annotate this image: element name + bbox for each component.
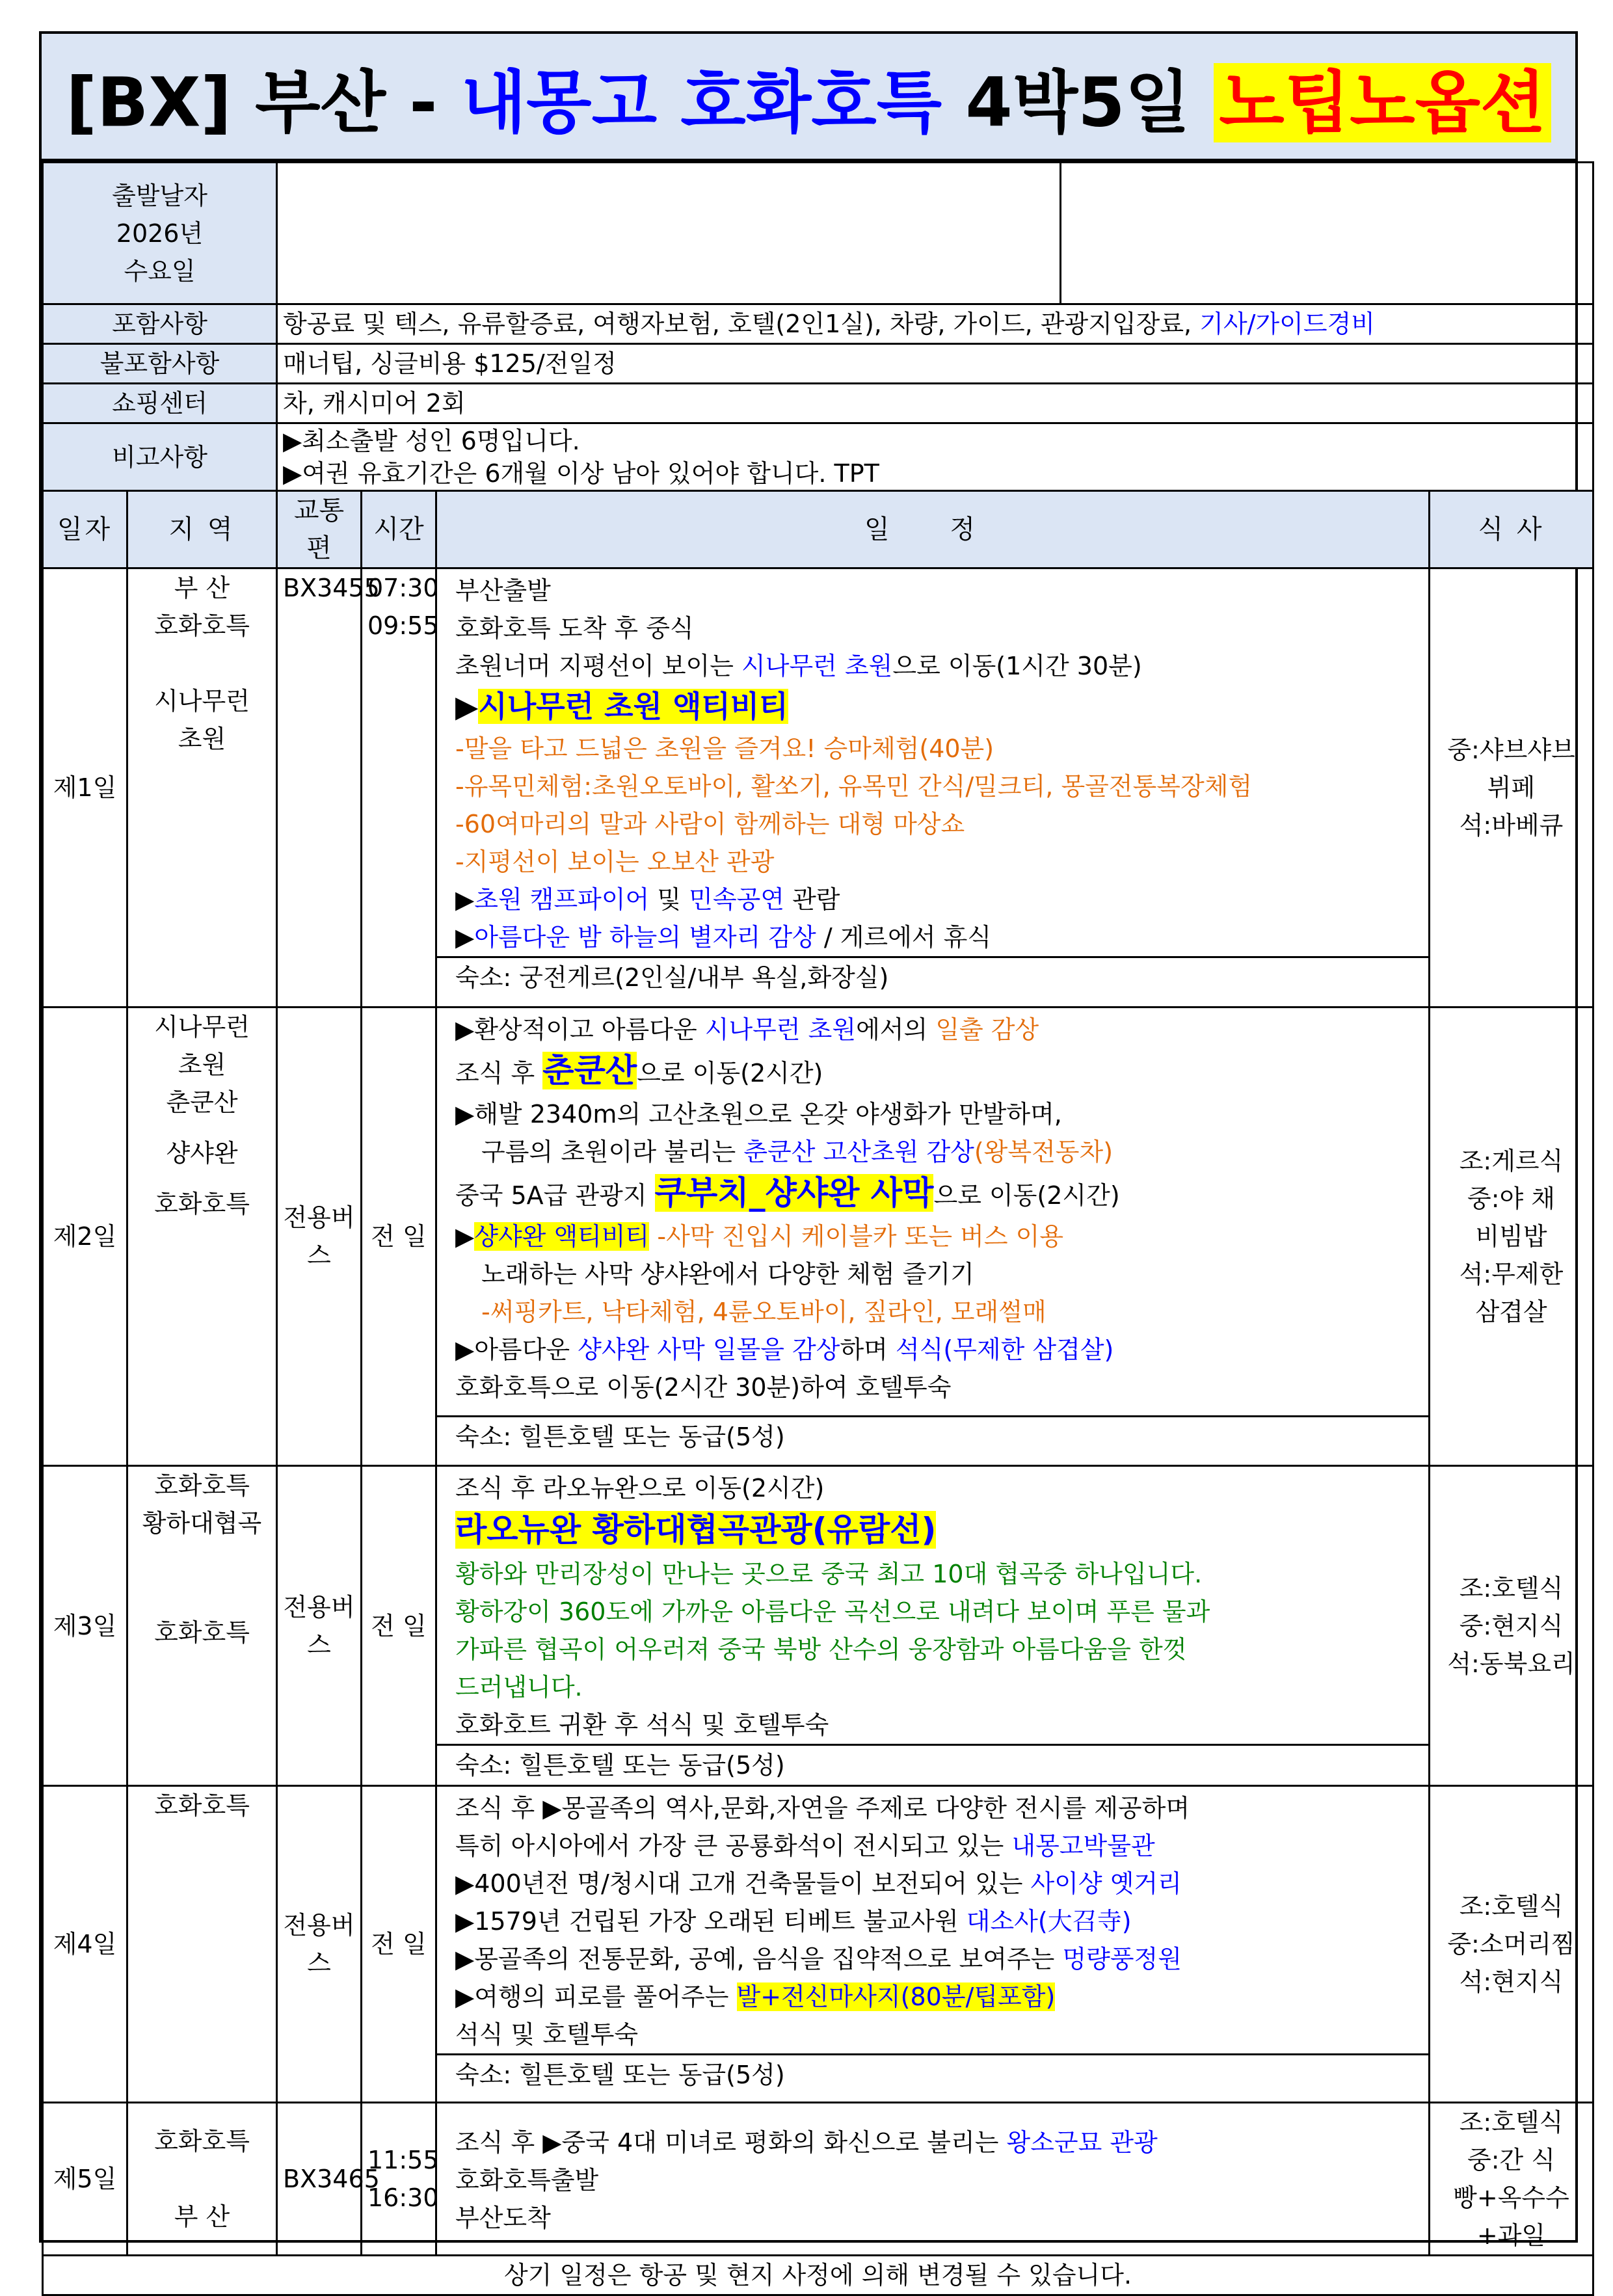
schedule-line: ▶초원 캠프파이어 및 민속공연 관람 <box>455 885 840 914</box>
excluded-value: 매너팁, 싱글비용 $125/전일정 <box>277 344 1593 384</box>
remarks-value <box>277 423 1593 491</box>
departure-label <box>43 163 277 304</box>
remarks-row <box>43 423 1593 491</box>
excluded-label: 불포함사항 <box>43 344 277 384</box>
day-transport: 전용버스 <box>277 1008 362 1466</box>
meal-item: 중:야 채 <box>1467 1184 1556 1213</box>
lodging: 숙소: 힐튼호텔 또는 동급(5성) <box>437 2053 1428 2094</box>
included-value <box>277 304 1593 344</box>
day-time: 전 일 <box>362 1786 436 2103</box>
schedule-line: -써핑카트, 낙타체험, 4륜오토바이, 짚라인, 모래썰매 <box>481 1298 1046 1326</box>
meal-item: 석:무제한 <box>1459 1260 1564 1288</box>
meal-item: 삼겹살 <box>1475 1298 1547 1326</box>
itinerary-sheet <box>39 31 1578 2289</box>
day-label: 제5일 <box>43 2103 127 2256</box>
region-item: 부 산 <box>174 2202 230 2231</box>
region-item: 호화호특 <box>154 1618 250 1647</box>
header-schedule: 일 정 <box>436 491 1430 568</box>
day-transport: BX3465 <box>277 2103 362 2256</box>
title-origin: 부산 - <box>255 62 438 142</box>
included-text-highlight: 기사/가이드경비 <box>1199 310 1376 338</box>
meal-item: +과일 <box>1476 2221 1546 2250</box>
region-item: 호화호특 <box>154 1190 250 1218</box>
meal-item: 석:동북요리 <box>1447 1649 1575 1678</box>
meal-item: 조:호텔식 <box>1459 1573 1564 1603</box>
schedule-line: 호화호특으로 이동(2시간 30분)하여 호텔투숙 <box>455 1373 952 1402</box>
schedule-line: 구름의 초원이라 불리는 춘쿤산 고산초원 감상(왕복전동차) <box>481 1138 1113 1166</box>
header-transport: 교통편 <box>277 491 362 568</box>
meal-item: 석:바베큐 <box>1459 811 1564 840</box>
schedule-line: 특히 아시아에서 가장 큰 공룡화석이 전시되고 있는 내몽고박물관 <box>455 1832 1155 1860</box>
day-transport: 전용버스 <box>277 1786 362 2103</box>
day-time: 전 일 <box>362 1466 436 1786</box>
schedule-line: 부산출발 <box>455 576 551 605</box>
header-meal: 식 사 <box>1430 491 1593 568</box>
day-label: 제4일 <box>43 1786 127 2103</box>
day-row <box>43 1008 1593 1466</box>
time-item: 07:30 <box>367 574 439 602</box>
departure-row <box>43 163 1593 304</box>
schedule-line: 호화호트 귀환 후 석식 및 호텔투숙 <box>455 1711 829 1739</box>
shopping-label: 쇼핑센터 <box>43 384 277 423</box>
region-item: 초원 <box>178 725 226 753</box>
schedule-line: 조식 후 라오뉴완으로 이동(2시간) <box>455 1474 825 1502</box>
day-label: 제3일 <box>43 1466 127 1786</box>
day-row <box>43 1466 1593 1786</box>
included-row <box>43 304 1593 344</box>
remark-min-people: ▶최소출발 성인 6명입니다. <box>283 426 580 455</box>
day-schedule <box>436 1786 1430 2103</box>
schedule-line: ▶환상적이고 아름다운 시나무런 초원에서의 일출 감상 <box>455 1015 1039 1044</box>
header-region: 지 역 <box>127 491 277 568</box>
schedule-line: ▶400년전 명/청시대 고개 건축물들이 보전되어 있는 사이샹 옛거리 <box>455 1869 1182 1898</box>
departure-label-line: 출발날자 <box>112 181 207 210</box>
time-item: 16:30 <box>367 2183 439 2212</box>
region-item: 시나무런 <box>154 1013 250 1041</box>
included-label: 포함사항 <box>43 304 277 344</box>
schedule-line: ▶아름다운 밤 하늘의 별자리 감상 / 게르에서 휴식 <box>455 923 992 952</box>
region-item: 춘쿤산 <box>166 1088 238 1117</box>
region-item: 황하대협곡 <box>142 1509 262 1538</box>
schedule-line: ▶몽골족의 전통문화, 공예, 음식을 집약적으로 보여주는 멍량풍정원 <box>455 1945 1182 1973</box>
schedule-line: ▶1579년 건립된 가장 오래된 티베트 불교사원 대소사(大召寺) <box>455 1907 1132 1936</box>
shopping-value: 차, 캐시미어 2회 <box>277 384 1593 423</box>
departure-year: 2026년 <box>116 219 204 248</box>
schedule-line: 호화호특 도착 후 중식 <box>455 614 694 643</box>
schedule-line: -60여마리의 말과 사람이 함께하는 대형 마상쇼 <box>455 810 965 838</box>
header-day: 일자 <box>43 491 127 568</box>
schedule-line: 드러냅니다. <box>455 1673 583 1702</box>
schedule-line: -지평선이 보이는 오보산 관광 <box>455 848 775 876</box>
day-meals <box>1430 1466 1593 1786</box>
lodging: 숙소: 궁전게르(2인실/내부 욕실,화장실) <box>437 956 1428 997</box>
schedule-line: ▶여행의 피로를 풀어주는 발+전신마사지(80분/팁포함) <box>455 1982 1056 2011</box>
lodging: 숙소: 힐튼호텔 또는 동급(5성) <box>437 1415 1428 1456</box>
region-item: 시나무런 <box>154 687 250 715</box>
time-item: 11:55 <box>367 2146 439 2174</box>
day-schedule <box>436 1008 1430 1466</box>
departure-extra-cell <box>1061 163 1593 304</box>
region-item: 부 산 <box>174 574 230 602</box>
day-region <box>127 2103 277 2256</box>
schedule-line: ▶아름다운 샹샤완 사막 일몰을 감상하며 석식(무제한 삼겹살) <box>455 1335 1114 1364</box>
day-transport: 전용버스 <box>277 1466 362 1786</box>
schedule-line: 중국 5A급 관광지 쿠부치_샹샤완 사막으로 이동(2시간) <box>455 1174 1120 1212</box>
meal-item: 조:호텔식 <box>1459 1892 1564 1921</box>
schedule-line: 부산도착 <box>455 2204 551 2232</box>
schedule-line: ▶해발 2340m의 고산초원으로 온갖 야생화가 만발하며, <box>455 1100 1062 1128</box>
meal-item: 중:샤브샤브 <box>1447 736 1575 764</box>
meal-item: 중:간 식 <box>1467 2146 1556 2174</box>
meal-item: 뷔페 <box>1487 773 1536 802</box>
schedule-line: ▶샹샤완 액티비티 -사막 진입시 케이블카 또는 버스 이용 <box>455 1222 1064 1251</box>
remarks-label: 비고사항 <box>43 423 277 491</box>
schedule-line: 노래하는 사막 샹샤완에서 다양한 체험 즐기기 <box>481 1260 974 1288</box>
shopping-row <box>43 384 1593 423</box>
meal-item: 비빔밥 <box>1475 1222 1547 1251</box>
region-item: 호화호특 <box>154 1791 250 1820</box>
day-label: 제2일 <box>43 1008 127 1466</box>
region-item: 초원 <box>178 1050 226 1079</box>
schedule-line: 석식 및 호텔투숙 <box>455 2020 639 2049</box>
schedule-line: -유목민체험:초원오토바이, 활쏘기, 유목민 간식/밀크티, 몽골전통복장체험 <box>455 772 1253 801</box>
region-item: 호화호특 <box>154 1471 250 1500</box>
region-item: 호화호특 <box>154 2127 250 2156</box>
day-row <box>43 1786 1593 2103</box>
lodging: 숙소: 힐튼호텔 또는 동급(5성) <box>437 1744 1428 1785</box>
schedule-line: 초원너머 지평선이 보이는 시나무런 초원으로 이동(1시간 30분) <box>455 652 1142 680</box>
footer-note: 상기 일정은 항공 및 현지 사정에 의해 변경될 수 있습니다. <box>43 2256 1593 2295</box>
footer-row <box>43 2256 1593 2295</box>
departure-date-cell <box>277 163 1061 304</box>
day-transport: BX3455 <box>277 568 362 1008</box>
title-code: [BX] <box>66 62 232 142</box>
day-row <box>43 568 1593 1008</box>
day-time: 전 일 <box>362 1008 436 1466</box>
day-meals <box>1430 1786 1593 2103</box>
time-item: 09:55 <box>367 611 439 640</box>
day-region <box>127 1008 277 1466</box>
schedule-line: 라오뉴완 황하대협곡관광(유람선) <box>455 1511 937 1549</box>
day-row <box>43 2103 1593 2256</box>
schedule-line: 황하강이 360도에 가까운 아름다운 곡선으로 내려다 보이며 푸른 물과 <box>455 1597 1210 1626</box>
schedule-line: 호화호특출발 <box>455 2166 599 2195</box>
schedule-line: 황하와 만리장성이 만나는 곳으로 중국 최고 10대 협곡중 하나입니다. <box>455 1560 1203 1588</box>
day-meals <box>1430 2103 1593 2256</box>
day-time <box>362 568 439 1008</box>
meal-item: 중:현지식 <box>1459 1611 1564 1640</box>
meal-item: 빵+옥수수 <box>1453 2183 1569 2212</box>
meal-item: 중:소머리찜 <box>1447 1930 1575 1958</box>
schedule-line: -말을 타고 드넓은 초원을 즐겨요! 승마체험(40분) <box>455 734 994 763</box>
day-region <box>127 568 277 1008</box>
day-label: 제1일 <box>43 568 127 1008</box>
meal-item: 석:현지식 <box>1459 1968 1564 1996</box>
region-item: 샹샤완 <box>166 1139 238 1168</box>
schedule-line: 조식 후 ▶몽골족의 역사,문화,자연을 주제로 다양한 전시를 제공하며 <box>455 1794 1190 1822</box>
page-title <box>42 34 1575 161</box>
title-destination: 내몽고 호화호특 <box>460 62 942 142</box>
meal-item: 조:호텔식 <box>1459 2108 1564 2137</box>
title-badge: 노팁노옵션 <box>1214 63 1551 142</box>
day-schedule <box>436 568 1430 1008</box>
day-time <box>362 2103 439 2256</box>
excluded-row <box>43 344 1593 384</box>
region-item: 호화호특 <box>154 611 250 640</box>
itinerary-table <box>42 161 1594 2296</box>
day-region <box>127 1466 277 1786</box>
day-meals <box>1430 1008 1593 1466</box>
meal-item: 조:게르식 <box>1459 1147 1564 1175</box>
day-schedule <box>436 2103 1430 2256</box>
title-duration: 4박5일 <box>965 62 1191 142</box>
day-meals <box>1430 568 1593 1008</box>
schedule-line: 가파른 협곡이 어우러져 중국 북방 산수의 웅장함과 아름다움을 한껏 <box>455 1635 1187 1664</box>
schedule-line: ▶시나무런 초원 액티비티 <box>455 689 788 724</box>
included-text: 항공료 및 텍스, 유류할증료, 여행자보험, 호텔(2인1실), 차량, 가이드, 관광지입장료, <box>283 310 1192 338</box>
remark-passport: ▶여권 유효기간은 6개월 이상 남아 있어야 합니다. TPT <box>283 459 879 488</box>
day-schedule <box>436 1466 1430 1786</box>
schedule-header-row <box>43 491 1593 568</box>
day-region <box>127 1786 277 2103</box>
schedule-line: 조식 후 춘쿤산으로 이동(2시간) <box>455 1052 823 1089</box>
departure-weekday: 수요일 <box>124 256 196 286</box>
header-time: 시간 <box>362 491 436 568</box>
schedule-line: 조식 후 ▶중국 4대 미녀로 평화의 화신으로 불리는 왕소군묘 관광 <box>455 2128 1158 2157</box>
